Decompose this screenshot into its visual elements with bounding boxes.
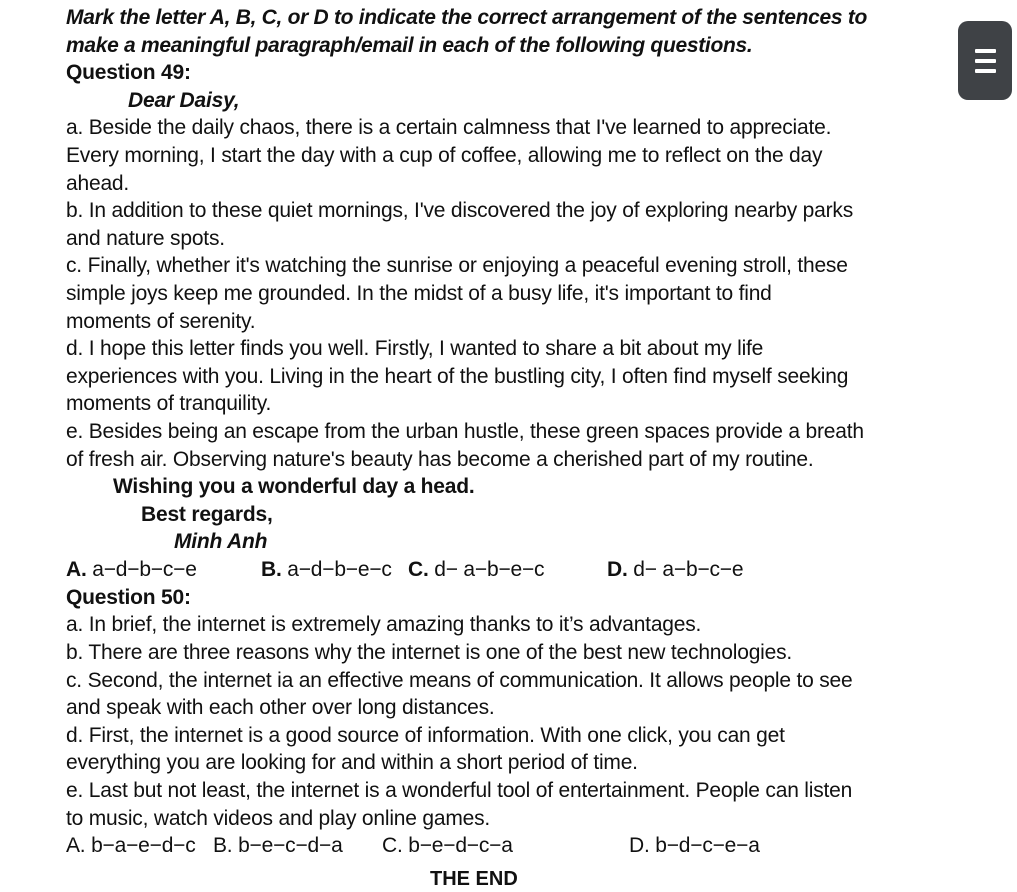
q49-sentence-d-line-1: d. I hope this letter finds you well. Firstly, I wanted to share a bit about my life <box>66 337 764 361</box>
q49-option-a-text: a−d−b−c−e <box>86 557 197 581</box>
q49-option-a-letter: A. <box>66 557 87 581</box>
q50-sentence-d-line-1: d. First, the internet is a good source of information. With one click, you can get <box>66 723 785 747</box>
q50-sentence-b-line-1: b. There are three reasons why the internet is one of the best new technologies. <box>66 641 793 665</box>
q49-sentence-a-line-3: ahead. <box>66 171 130 195</box>
q50-sentence-c-line-2: and speak with each other over long distances. <box>66 696 495 720</box>
document-body <box>66 4 946 860</box>
q49-sentence-d-line-3: moments of tranquility. <box>66 392 272 416</box>
q49-sentence-a-line-1: a. Beside the daily chaos, there is a certain calmness that I've learned to appreciate. <box>66 116 832 140</box>
q50-option-c[interactable]: C. b−e−d−c−a <box>382 834 513 858</box>
q49-option-b-letter: B. <box>261 557 282 581</box>
q50-sentence-e-line-2: to music, watch videos and play online games. <box>66 806 491 830</box>
q49-sentence-c-line-1: c. Finally, whether it's watching the sunrise or enjoying a peaceful evening stroll, these <box>66 254 848 278</box>
menu-button[interactable] <box>958 21 1012 100</box>
q50-options <box>66 832 946 860</box>
q50-sentence-e-line-1: e. Last but not least, the internet is a wonderful tool of entertainment. People can listen <box>66 779 853 803</box>
q49-sentence-c-line-3: moments of serenity. <box>66 309 256 333</box>
letter-signature: Minh Anh <box>174 530 268 554</box>
q49-option-c[interactable] <box>408 556 544 584</box>
q49-option-d-text: d− a−b−c−e <box>627 557 744 581</box>
q49-sentence-b-line-2: and nature spots. <box>66 226 225 250</box>
the-end-text: THE END <box>430 868 518 890</box>
q49-options <box>66 556 946 584</box>
q50-option-b[interactable]: B. b−e−c−d−a <box>213 834 343 858</box>
q50-sentence-d-line-2: everything you are looking for and within a short period of time. <box>66 751 638 775</box>
q49-option-c-letter: C. <box>408 557 429 581</box>
instruction-line-1: Mark the letter A, B, C, or D to indicate the correct arrangement of the sentences to <box>66 6 868 29</box>
q49-option-c-text: d− a−b−e−c <box>428 557 545 581</box>
letter-salutation: Dear Daisy, <box>128 88 240 112</box>
q49-sentence-a-line-2: Every morning, I start the day with a cup of coffee, allowing me to reflect on the day <box>66 143 823 167</box>
q49-option-d-letter: D. <box>607 557 628 581</box>
q49-sentence-e-line-1: e. Besides being an escape from the urban hustle, these green spaces provide a breath <box>66 419 864 443</box>
q49-sentence-c-line-2: simple joys keep me grounded. In the midst of a busy life, it's important to find <box>66 281 772 305</box>
question-49-title: Question 49: <box>66 61 191 85</box>
q49-option-b-text: a−d−b−e−c <box>281 557 392 581</box>
q49-option-a[interactable] <box>66 556 197 584</box>
q49-sentence-d-line-2: experiences with you. Living in the heart of the bustling city, I often find myself seeking <box>66 364 849 388</box>
q50-option-d[interactable]: D. b−d−c−e−a <box>629 834 760 858</box>
q50-option-a[interactable]: A. b−a−e−d−c <box>66 834 196 858</box>
q49-option-b[interactable] <box>261 556 392 584</box>
letter-regards: Best regards, <box>141 502 273 526</box>
letter-closing: Wishing you a wonderful day a head. <box>113 475 475 499</box>
question-50-title: Question 50: <box>66 585 191 609</box>
q50-sentence-a-line-1: a. In brief, the internet is extremely amazing thanks to it’s advantages. <box>66 613 702 637</box>
instruction-line-2: make a meaningful paragraph/email in each of the following questions. <box>66 33 753 57</box>
q49-sentence-e-line-2: of fresh air. Observing nature's beauty has become a cherished part of my routine. <box>66 447 814 471</box>
q49-sentence-b-line-1: b. In addition to these quiet mornings, I've discovered the joy of exploring nearby parks <box>66 199 854 223</box>
q49-option-d[interactable] <box>607 556 743 584</box>
q50-sentence-c-line-1: c. Second, the internet ia an effective means of communication. It allows people to see <box>66 668 853 692</box>
